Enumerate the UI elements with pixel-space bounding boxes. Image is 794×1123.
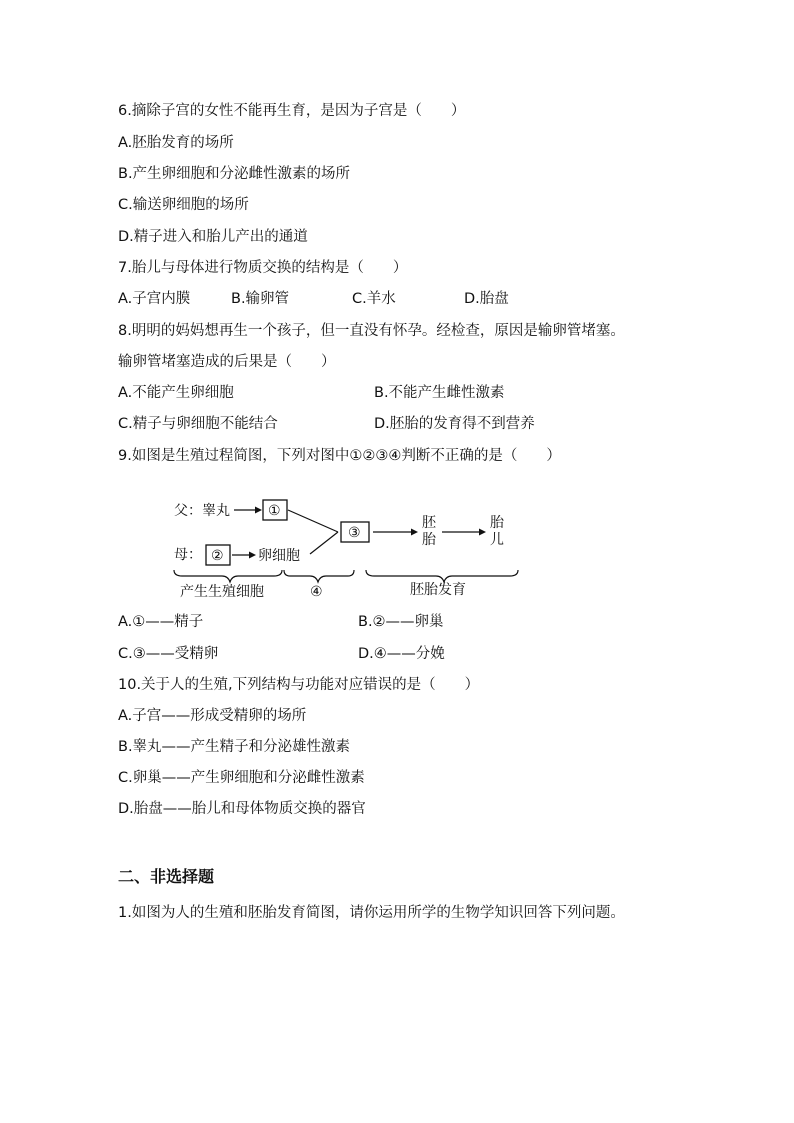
diagram-label-produce: 产生生殖细胞 — [180, 584, 264, 600]
arrowhead — [255, 507, 262, 514]
arrowhead — [249, 552, 256, 559]
reproduction-diagram — [170, 494, 530, 602]
q8-stem-line1: 8.明明的妈妈想再生一个孩子，但一直没有怀孕。经检查，原因是输卵管堵塞。 — [118, 323, 625, 339]
q9-stem: 9.如图是生殖过程简图，下列对图中①②③④判断不正确的是（ ） — [118, 448, 561, 464]
diagram-embryo-char1: 胚 — [422, 515, 436, 531]
diagram-mother-label: 母： — [174, 547, 202, 563]
q7-option-b: B.输卵管 — [231, 291, 290, 307]
diagram-label-develop: 胚胎发育 — [410, 582, 466, 598]
q7-option-c: C.羊水 — [352, 291, 396, 307]
box-2-label: ② — [211, 548, 224, 564]
line-1-to-3 — [288, 510, 338, 532]
brace-produce — [174, 570, 282, 582]
q9-option-a: A.①——精子 — [118, 614, 204, 630]
diagram-father-label: 父：睾丸 — [174, 503, 230, 519]
q9-option-b: B.②——卵巢 — [358, 614, 444, 630]
q8-option-d: D.胚胎的发育得不到营养 — [374, 416, 535, 432]
section2-q1: 1.如图为人的生殖和胚胎发育简图，请你运用所学的生物学知识回答下列问题。 — [118, 905, 625, 921]
q6-option-a: A.胚胎发育的场所 — [118, 135, 234, 151]
q10-option-d: D.胎盘——胎儿和母体物质交换的器官 — [118, 801, 366, 817]
section2-heading: 二、非选择题 — [118, 867, 215, 886]
q8-option-c: C.精子与卵细胞不能结合 — [118, 416, 278, 432]
q7-stem: 7.胎儿与母体进行物质交换的结构是（ ） — [118, 260, 408, 276]
arrowhead — [411, 529, 418, 536]
brace-4 — [284, 570, 354, 582]
q7-option-a: A.子宫内膜 — [118, 291, 191, 307]
q8-stem-line2: 输卵管堵塞造成的后果是（ ） — [118, 354, 336, 370]
q6-option-d: D.精子进入和胎儿产出的通道 — [118, 229, 308, 245]
diagram-fetus-char2: 儿 — [490, 532, 504, 548]
q6-option-b: B.产生卵细胞和分泌雌性激素的场所 — [118, 166, 351, 182]
q6-option-c: C.输送卵细胞的场所 — [118, 197, 249, 213]
diagram-fetus-char1: 胎 — [490, 515, 504, 531]
q7-option-d: D.胎盘 — [464, 291, 509, 307]
q8-option-a: A.不能产生卵细胞 — [118, 385, 234, 401]
q9-option-d: D.④——分娩 — [358, 646, 445, 662]
diagram-egg-label: 卵细胞 — [258, 548, 300, 564]
box-1-label: ① — [268, 503, 281, 519]
q8-option-b: B.不能产生雌性激素 — [374, 385, 505, 401]
diagram-embryo-char2: 胎 — [422, 532, 436, 548]
box-3-label: ③ — [348, 525, 361, 541]
diagram-label-4: ④ — [310, 584, 323, 600]
q10-option-a: A.子宫——形成受精卵的场所 — [118, 708, 307, 724]
q6-stem: 6.摘除子宫的女性不能再生育，是因为子宫是（ ） — [118, 103, 466, 119]
q9-option-c: C.③——受精卵 — [118, 646, 219, 662]
q10-stem: 10.关于人的生殖,下列结构与功能对应错误的是（ ） — [118, 677, 480, 693]
arrowhead — [479, 529, 486, 536]
line-egg-to-3 — [310, 532, 338, 554]
q10-option-b: B.睾丸——产生精子和分泌雄性激素 — [118, 739, 351, 755]
brace-develop — [366, 570, 518, 582]
q10-option-c: C.卵巢——产生卵细胞和分泌雌性激素 — [118, 770, 365, 786]
